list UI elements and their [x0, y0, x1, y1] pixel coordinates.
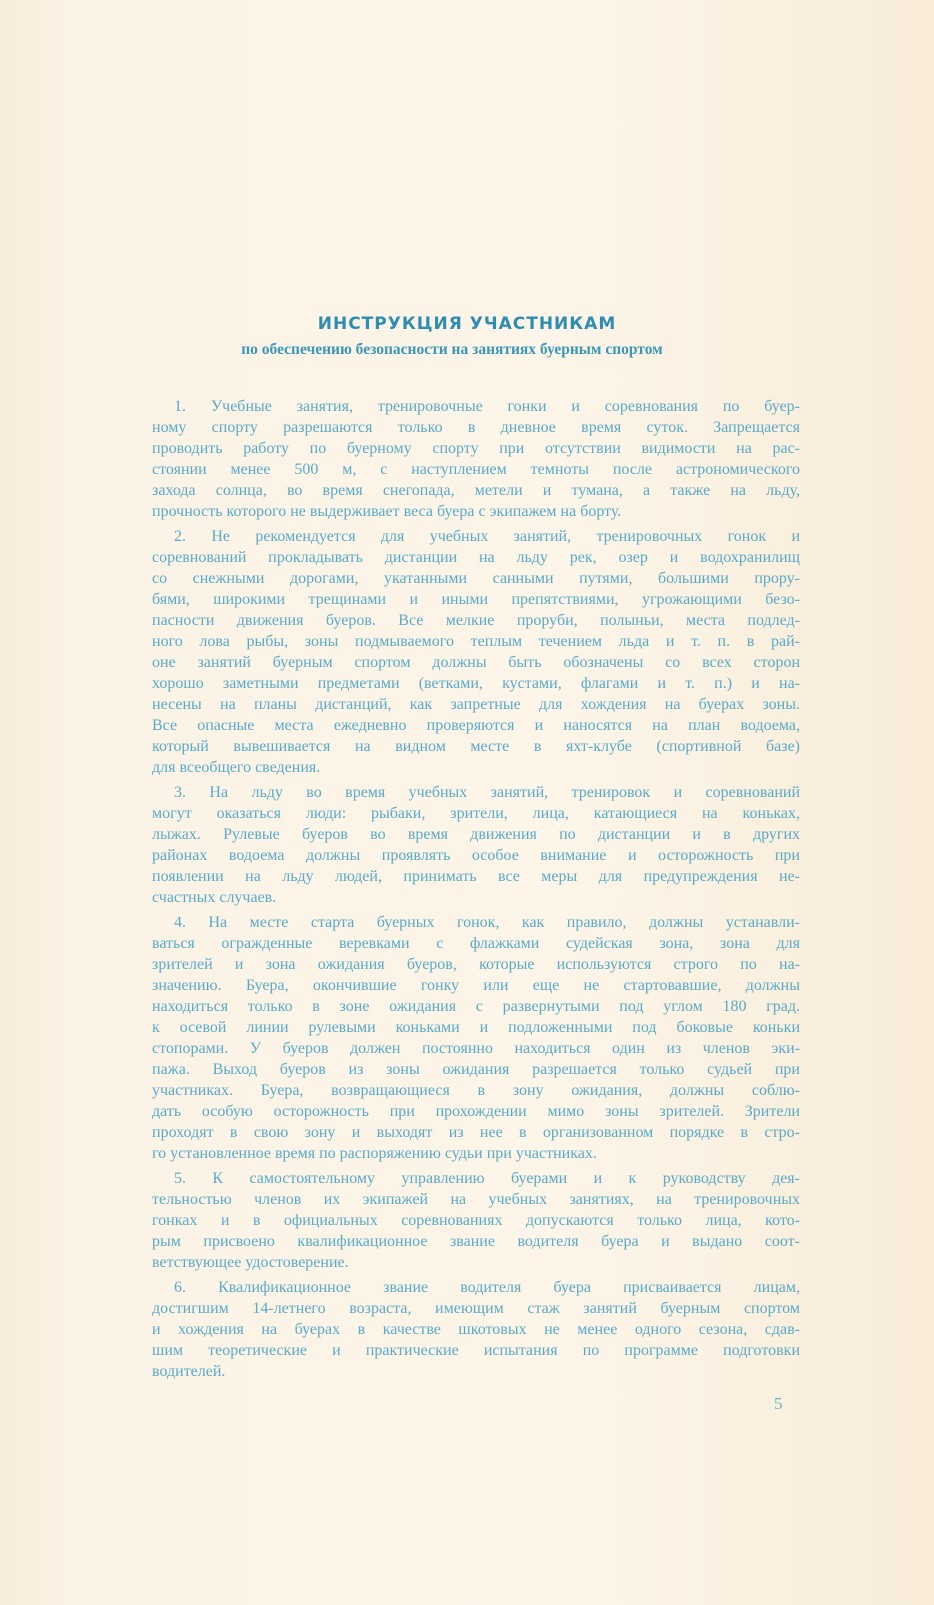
text-line: гонках и в официальных соревнованиях допускаются только лица, кото- [152, 1212, 800, 1229]
text-line: 3. На льду во время учебных занятий, тренировок и соревнований [174, 784, 800, 801]
text-line: хорошо заметными предметами (ветками, кустами, флагами и т. п.) и на- [152, 675, 800, 692]
text-line: районах водоема должны проявлять особое внимание и осторожность при [152, 847, 800, 864]
text-line: захода солнца, во время снегопада, метели и тумана, а также на льду, [152, 482, 800, 499]
text-line: проводить работу по буерному спорту при отсутствии видимости на рас- [152, 440, 800, 457]
text-line: 2. Не рекомендуется для учебных занятий, тренировочных гонок и [174, 528, 800, 545]
paragraph-1 [152, 396, 800, 522]
page-number: 5 [774, 1394, 783, 1413]
text-line: 1. Учебные занятия, тренировочные гонки и соревнования по буер- [174, 398, 800, 415]
paragraph-5 [152, 1168, 800, 1273]
document-body [152, 396, 800, 1386]
text-line: соревнований прокладывать дистанции на льду рек, озер и водохранилищ [152, 549, 800, 566]
text-line: 5. К самостоятельному управлению буерами и к руководству дея- [174, 1170, 800, 1187]
text-line: ного лова рыбы, зоны подмываемого теплым течением льда и т. п. в рай- [152, 633, 800, 650]
text-line: со снежными дорогами, укатанными санными путями, большими прору- [152, 570, 800, 587]
text-line: лыжах. Рулевые буеров во время движения по дистанции и в других [152, 826, 800, 843]
text-line: достигшим 14-летнего возраста, имеющим стаж занятий буерным спортом [152, 1300, 800, 1317]
paragraph-6 [152, 1277, 800, 1382]
text-line: находиться только в зоне ожидания с развернутыми под углом 180 град. [152, 998, 800, 1015]
text-line: появлении на льду людей, принимать все меры для предупреждения не- [152, 868, 800, 885]
text-line: для всеобщего сведения. [152, 759, 321, 776]
text-line: зрителей и зона ожидания буеров, которые используются строго по на- [152, 956, 800, 973]
text-line: прочность которого не выдерживает веса буера с экипажем на борту. [152, 503, 622, 520]
paragraph-2 [152, 526, 800, 778]
text-line: Все опасные места ежедневно проверяются и наносятся на план водоема, [152, 717, 800, 734]
text-line: пажа. Выход буеров из зоны ожидания разрешается только судьей при [152, 1061, 800, 1078]
text-line: 6. Квалификационное звание водителя буера присваивается лицам, [174, 1279, 800, 1296]
text-line: к осевой линии рулевыми коньками и подложенными под боковые коньки [152, 1019, 800, 1036]
text-line: несены на планы дистанций, как запретные для хождения на буерах зоны. [152, 696, 800, 713]
text-line: участниках. Буера, возвращающиеся в зону ожидания, должны соблю- [152, 1082, 800, 1099]
document-title: ИНСТРУКЦИЯ УЧАСТНИКАМ [317, 314, 617, 334]
text-line: значению. Буера, окончившие гонку или еще не стартовавшие, должны [152, 977, 800, 994]
text-line: пасности движения буеров. Все мелкие проруби, полыньи, места подлед- [152, 612, 800, 629]
document-subtitle: по обеспечению безопасности на занятиях буерным спортом [241, 341, 663, 358]
text-line: ному спорту разрешаются только в дневное время суток. Запрещается [152, 419, 800, 436]
text-line: ваться огражденные веревками с флажками судейская зона, зона для [152, 935, 800, 952]
paragraph-3 [152, 782, 800, 908]
text-line: рым присвоено квалификационное звание водителя буера и выдано соот- [152, 1233, 800, 1250]
text-line: дать особую осторожность при прохождении мимо зоны зрителей. Зрители [152, 1103, 800, 1120]
text-line: счастных случаев. [152, 889, 277, 906]
text-line: шим теоретические и практические испытания по программе подготовки [152, 1342, 800, 1359]
text-line: стоянии менее 500 м, с наступлением темноты после астрономического [152, 461, 800, 478]
text-line: тельностью членов их экипажей на учебных занятиях, на тренировочных [152, 1191, 800, 1208]
text-line: и хождения на буерах в качестве шкотовых не менее одного сезона, сдав- [152, 1321, 800, 1338]
paragraph-4 [152, 912, 800, 1164]
text-line: го установленное время по распоряжению судьи при участниках. [152, 1145, 597, 1162]
text-line: оне занятий буерным спортом должны быть обозначены со всех сторон [152, 654, 800, 671]
text-line: бями, широкими трещинами и иными препятствиями, угрожающими безо- [152, 591, 800, 608]
text-line: стопорами. У буеров должен постоянно находиться один из членов эки- [152, 1040, 800, 1057]
text-line: 4. На месте старта буерных гонок, как правило, должны устанавли- [174, 914, 800, 931]
text-line: могут оказаться люди: рыбаки, зрители, лица, катающиеся на коньках, [152, 805, 800, 822]
text-line: который вывешивается на видном месте в яхт-клубе (спортивной базе) [152, 738, 800, 755]
text-line: ветствующее удостоверение. [152, 1254, 349, 1271]
text-line: водителей. [152, 1363, 226, 1380]
text-line: проходят в свою зону и выходят из нее в организованном порядке в стро- [152, 1124, 800, 1141]
